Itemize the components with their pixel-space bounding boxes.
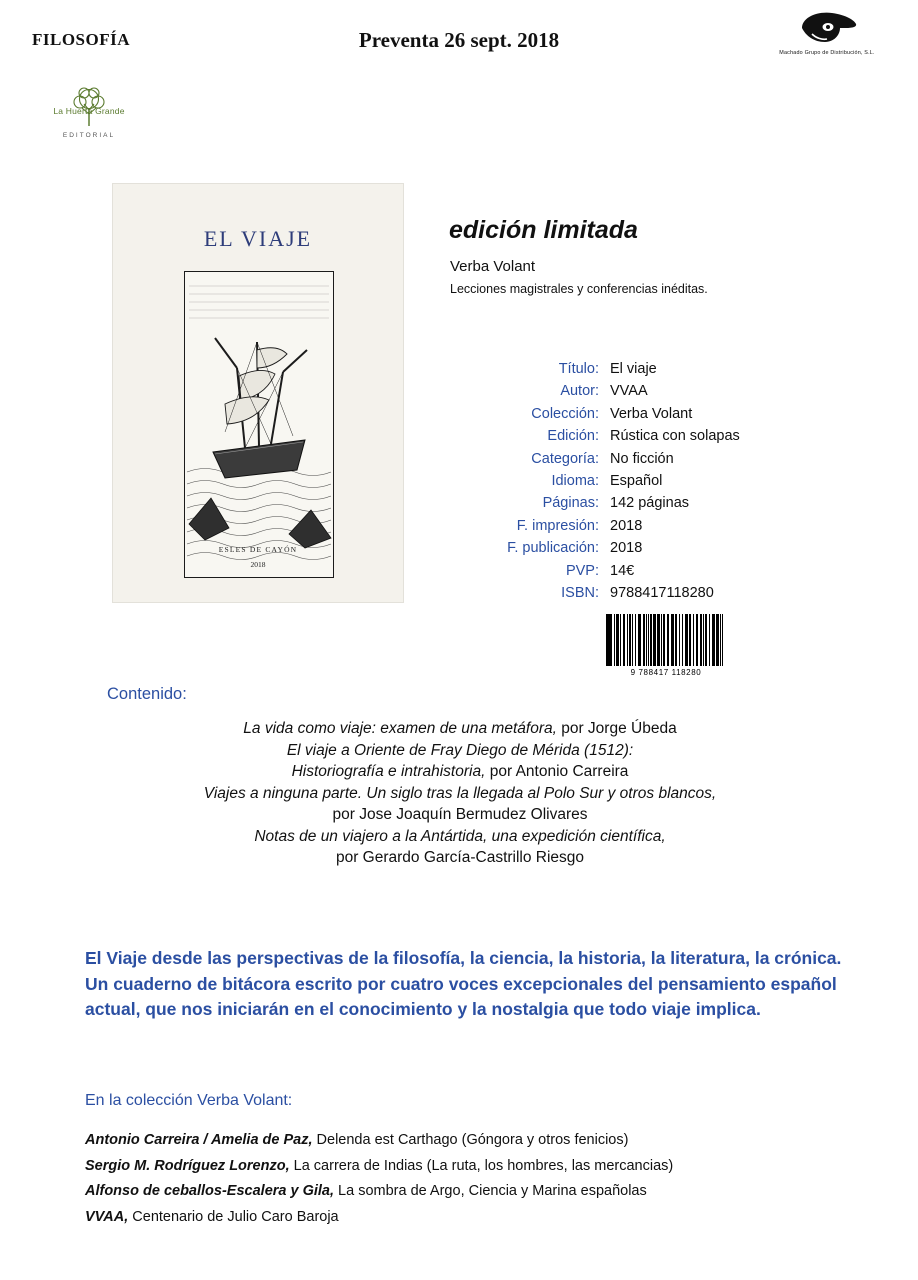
spec-row [449, 515, 849, 537]
spec-value: 2018 [610, 540, 643, 557]
collection-section-heading: En la colección Verba Volant: [85, 1092, 293, 1109]
spec-row [449, 470, 849, 492]
barcode-number: 9 788417 118280 [630, 668, 702, 677]
spec-value: El viaje [610, 361, 657, 377]
spec-row [449, 582, 849, 604]
collection-item-title: La sombra de Argo, Ciencia y Marina españolas [334, 1183, 647, 1199]
barcode [604, 614, 728, 677]
shipwreck-engraving-icon [185, 272, 333, 577]
spec-key: F. impresión: [516, 517, 599, 534]
spec-key: Autor: [560, 383, 599, 400]
spec-row [449, 358, 849, 380]
spec-value: 14€ [610, 562, 635, 579]
barcode-bars [604, 614, 728, 666]
contenido-line [60, 847, 860, 869]
hat-face-logo-icon [794, 8, 860, 48]
collection-list-item [85, 1154, 885, 1180]
spec-row [449, 403, 849, 425]
cover-imprint: ESLES DE CAYÓN [218, 545, 298, 554]
edition-line: edición limitada [449, 216, 638, 244]
spec-key: F. publicación: [507, 540, 599, 557]
contenido-list [60, 718, 860, 869]
collection-name: Verba Volant [450, 258, 536, 275]
distributor-name: Machado Grupo de Distribución, S.L. [779, 50, 875, 56]
collection-item-author: Alfonso de ceballos-Escalera y Gila, [85, 1183, 335, 1199]
contenido-line [60, 826, 860, 848]
spec-value: Verba Volant [610, 405, 693, 422]
collection-item-author: Antonio Carreira / Amelia de Paz, [85, 1132, 313, 1148]
publisher-logo [34, 86, 144, 139]
collection-item-author: VVAA, [85, 1208, 129, 1225]
collection-description: Lecciones magistrales y conferencias inéditas. [450, 282, 708, 296]
spec-value: VVAA [610, 383, 648, 400]
collection-list-item [85, 1205, 885, 1231]
spec-key: ISBN: [561, 585, 599, 602]
spec-key: Categoría: [531, 450, 599, 467]
contenido-title: Viajes a ninguna parte. Un siglo tras la llegada al Polo Sur y otros blancos, [203, 784, 717, 802]
contenido-line [60, 740, 860, 762]
spec-value: Rústica con solapas [610, 428, 740, 445]
spec-value: Español [610, 473, 663, 490]
distributor-logo [762, 8, 892, 56]
spec-table [449, 358, 849, 604]
contenido-line [60, 804, 860, 826]
publisher-mark [34, 86, 144, 128]
publisher-subtitle: EDITORIAL [62, 132, 116, 139]
book-cover [112, 183, 404, 603]
blurb-text: El Viaje desde las perspectivas de la filosofía, la ciencia, la historia, la literatura, la crónica. Un cuaderno de bitácora escrito por cuatro voces excepcionales del pensamiento español actual, que nos iniciarán en el conocimiento y la nostalgia que todo viaje implica. [85, 948, 842, 1019]
collection-list [85, 1128, 885, 1230]
contenido-title: Notas de un viajero a la Antártida, una expedición científica, [254, 827, 666, 845]
contenido-author: por Gerardo García-Castrillo Riesgo [335, 849, 585, 866]
contenido-line [60, 761, 860, 783]
contenido-title: La vida como viaje: examen de una metáfora, [243, 720, 557, 737]
spec-row [449, 425, 849, 447]
page-title: Preventa 26 sept. 2018 [358, 28, 560, 52]
page-header [0, 0, 918, 90]
contenido-heading: Contenido: [107, 685, 187, 703]
collection-list-item [85, 1128, 885, 1154]
cover-title: EL VIAJE [203, 226, 313, 251]
spec-row [449, 380, 849, 402]
spec-key: Edición: [547, 428, 599, 445]
contenido-line [60, 718, 860, 740]
contenido-line [60, 783, 860, 805]
collection-list-item [85, 1179, 885, 1205]
publisher-name: La Huerta Grande [53, 106, 125, 116]
spec-value: 9788417118280 [610, 585, 714, 602]
cover-year: 2018 [250, 560, 266, 569]
contenido-title: Historiografía e intrahistoria, [291, 763, 486, 780]
spec-key: Idioma: [551, 473, 599, 490]
spec-row [449, 448, 849, 470]
collection-item-title: La carrera de Indias (La ruta, los hombres, las mercancias) [289, 1157, 674, 1174]
spec-value: 2018 [610, 517, 643, 534]
contenido-author: por Jorge Úbeda [556, 720, 677, 737]
contenido-author: por Jose Joaquín Bermudez Olivares [332, 806, 588, 823]
cover-illustration [184, 271, 334, 578]
collection-item-author: Sergio M. Rodríguez Lorenzo, [85, 1157, 290, 1174]
spec-value: 142 páginas [610, 495, 690, 512]
spec-row [449, 560, 849, 582]
spec-row [449, 492, 849, 514]
spec-key: Páginas: [542, 495, 599, 512]
category-label: FILOSOFÍA [32, 30, 131, 49]
collection-item-title: Centenario de Julio Caro Baroja [128, 1208, 339, 1225]
spec-value: No ficción [610, 450, 674, 467]
contenido-title: El viaje a Oriente de Fray Diego de Mérida (1512): [286, 741, 634, 759]
spec-row [449, 537, 849, 559]
spec-key: Título: [558, 361, 599, 377]
collection-item-title: Delenda est Carthago (Góngora y otros fenicios) [312, 1132, 629, 1148]
spec-key: Colección: [531, 405, 599, 422]
spec-key: PVP: [565, 562, 599, 579]
contenido-author: por Antonio Carreira [485, 763, 629, 780]
